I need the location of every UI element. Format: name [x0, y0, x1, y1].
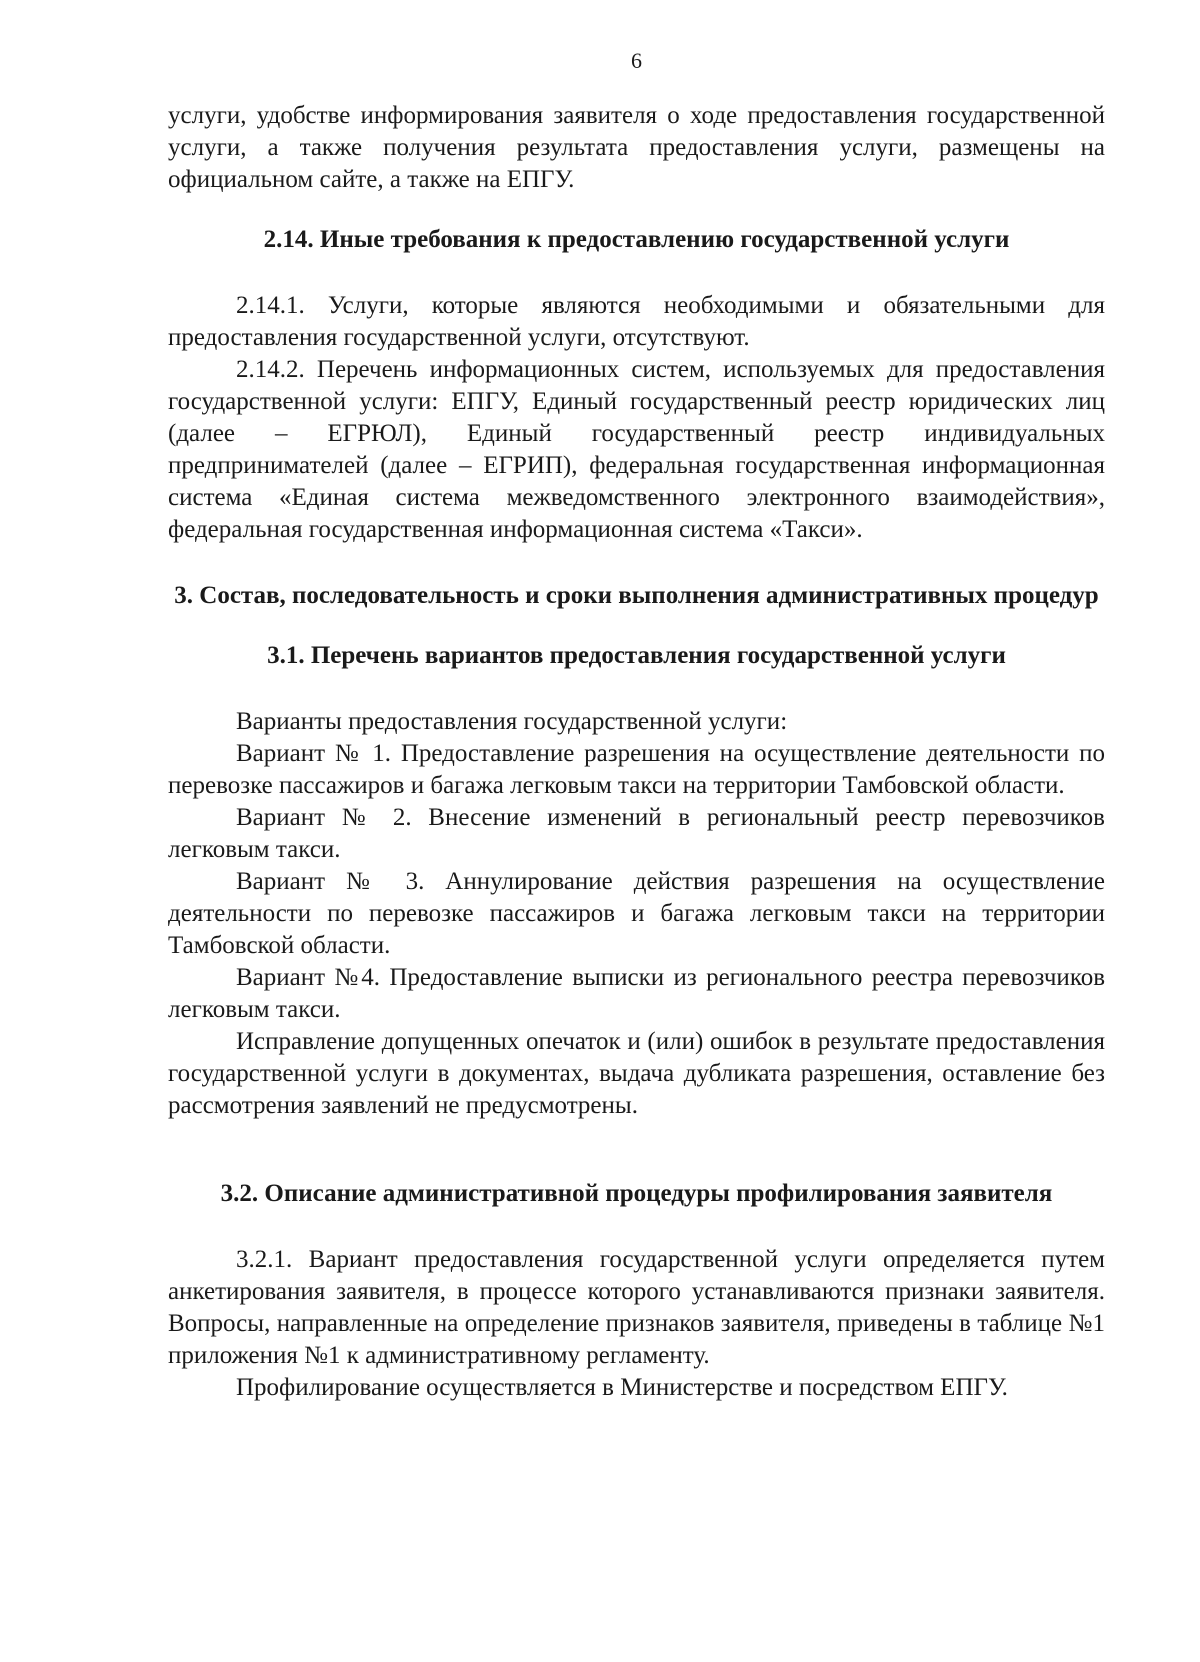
paragraph-3-2-1: 3.2.1. Вариант предоставления государственной услуги определяется путем анкетирования заявителя, в процессе которого устанавливаются признаки заявителя. Вопросы, направленные на определение признаков заявителя, приведены в таблице №1 приложения №1 к административному регламенту.: [168, 1246, 1105, 1369]
paragraph-variants-note: Исправление допущенных опечаток и (или) ошибок в результате предоставления государственной услуги в документах, выдача дубликата разрешения, оставление без рассмотрения заявлений не предусмотрены.: [168, 1028, 1105, 1119]
paragraph-continuation: услуги, удобстве информирования заявителя о ходе предоставления государственной услуги, а также получения результата предоставления услуги, размещены на официальном сайте, а также на ЕПГУ.: [168, 102, 1105, 193]
paragraph-variants-intro: Варианты предоставления государственной услуги:: [236, 708, 788, 735]
paragraph-variant-2: Вариант № 2. Внесение изменений в региональный реестр перевозчиков легковым такси.: [168, 804, 1105, 863]
paragraph-2-14-1: 2.14.1. Услуги, которые являются необходимыми и обязательными для предоставления государственной услуги, отсутствуют.: [168, 292, 1105, 351]
paragraph-variant-1: Вариант № 1. Предоставление разрешения на осуществление деятельности по перевозке пассажиров и багажа легковым такси на территории Тамбовской области.: [168, 740, 1105, 799]
heading-section-3: 3. Состав, последовательность и сроки выполнения административных процедур: [174, 582, 1099, 609]
paragraph-profiling: Профилирование осуществляется в Министерстве и посредством ЕПГУ.: [236, 1374, 1008, 1401]
heading-3-1: 3.1. Перечень вариантов предоставления государственной услуги: [267, 642, 1006, 669]
heading-2-14: 2.14. Иные требования к предоставлению государственной услуги: [263, 226, 1010, 253]
paragraph-2-14-2: 2.14.2. Перечень информационных систем, используемых для предоставления государственной услуги: ЕПГУ, Единый государственный реестр юридических лиц (далее – ЕГРЮЛ), Единый государственный реестр индивидуальных предпринимателей (далее – ЕГРИП), федеральная государственная информационная система «Единая система межведомственного электронного взаимодействия», федеральная государственная информационная система «Такси».: [168, 356, 1105, 543]
paragraph-variant-3: Вариант № 3. Аннулирование действия разрешения на осуществление деятельности по перевозке пассажиров и багажа легковым такси на территории Тамбовской области.: [168, 868, 1105, 959]
page-number: 6: [631, 48, 642, 73]
paragraph-variant-4: Вариант №4. Предоставление выписки из регионального реестра перевозчиков легковым такси.: [168, 964, 1105, 1023]
heading-3-2: 3.2. Описание административной процедуры профилирования заявителя: [220, 1180, 1053, 1207]
